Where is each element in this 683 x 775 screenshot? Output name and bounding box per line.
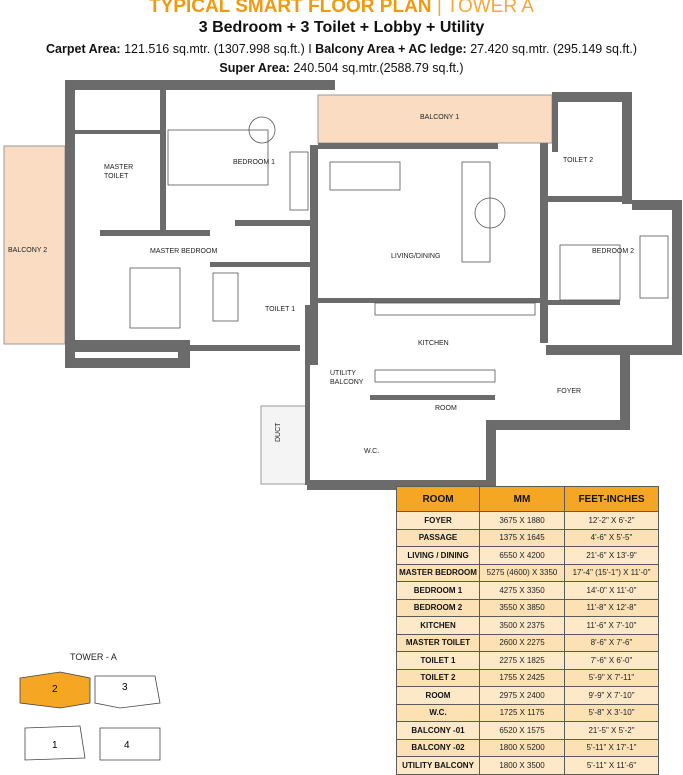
label-balcony-1: BALCONY 1 [420, 114, 460, 121]
table-row [397, 529, 659, 547]
carpet-area-label: Carpet Area: [46, 42, 121, 56]
wall [75, 130, 160, 134]
wall [210, 262, 310, 267]
cell-mm: 3675 X 1880 [480, 512, 565, 530]
header-mm: MM [480, 487, 565, 512]
cell-mm: 1800 X 5200 [480, 739, 565, 757]
cell-feet-inches: 14'-0" X 11'-0" [565, 582, 659, 600]
key-unit-3: 3 [122, 682, 128, 693]
wall [318, 143, 498, 149]
table-row [397, 599, 659, 617]
balcony-2-area [4, 146, 65, 344]
cell-feet-inches: 5'-9" X 7'-11" [565, 669, 659, 687]
wall [305, 305, 310, 485]
wall [622, 92, 632, 204]
cell-room: MASTER TOILET [397, 634, 480, 652]
sofa [462, 162, 490, 262]
cell-mm: 5275 (4600) X 3350 [480, 564, 565, 582]
label-kitchen: KITCHEN [418, 340, 449, 347]
wall [190, 345, 300, 351]
dining-bench [330, 162, 400, 190]
key-plan [0, 648, 190, 768]
table-body [397, 512, 659, 775]
cell-mm: 3500 X 2375 [480, 617, 565, 635]
cell-mm: 1755 X 2425 [480, 669, 565, 687]
label-master-toilet-2: TOILET [104, 173, 129, 180]
label-room: ROOM [435, 405, 457, 412]
plan-title: TYPICAL SMART FLOOR PLAN [149, 0, 432, 17]
cell-feet-inches: 4'-6" X 5'-5" [565, 529, 659, 547]
kitchen-counter [375, 370, 495, 382]
utility-balcony-area [261, 406, 307, 484]
label-foyer: FOYER [557, 388, 582, 395]
wall [160, 90, 166, 230]
wall [486, 420, 496, 490]
wall [552, 92, 558, 152]
cell-feet-inches: 7'-6" X 6'-0" [565, 652, 659, 670]
key-unit-1: 1 [52, 740, 58, 751]
table-header-row [397, 487, 659, 512]
key-plan-title: TOWER - A [70, 652, 117, 662]
label-utility-2: BALCONY [330, 379, 364, 386]
label-bedroom-1: BEDROOM 1 [233, 159, 276, 166]
tower-name: | TOWER A [436, 0, 534, 17]
cell-room: BALCONY -01 [397, 722, 480, 740]
cell-room: PASSAGE [397, 529, 480, 547]
wall [65, 340, 185, 352]
cell-feet-inches: 12'-2" X 6'-2" [565, 512, 659, 530]
wall [545, 300, 620, 305]
cell-room: TOILET 2 [397, 669, 480, 687]
table-row [397, 582, 659, 600]
wall [65, 80, 75, 185]
plan-subtitle: 3 Bedroom + 3 Toilet + Lobby + Utility [198, 19, 485, 36]
wall [318, 298, 540, 303]
cell-mm: 1725 X 1175 [480, 704, 565, 722]
wardrobe [290, 152, 308, 210]
wall [235, 220, 315, 226]
cell-room: ROOM [397, 687, 480, 705]
table-row [397, 739, 659, 757]
cell-mm: 4275 X 3350 [480, 582, 565, 600]
cell-room: BALCONY -02 [397, 739, 480, 757]
wall [620, 345, 630, 425]
table-row [397, 704, 659, 722]
cell-feet-inches: 5'-11" X 17'-1" [565, 739, 659, 757]
cell-feet-inches: 11'-6" X 7'-10" [565, 617, 659, 635]
table-row [397, 564, 659, 582]
cell-feet-inches: 9'-9" X 7'-10" [565, 687, 659, 705]
key-unit-2: 2 [52, 684, 58, 695]
label-toilet-1: TOILET 1 [265, 306, 296, 313]
cell-mm: 2600 X 2275 [480, 634, 565, 652]
wall [310, 145, 318, 365]
table-row [397, 634, 659, 652]
cell-mm: 1800 X 3500 [480, 757, 565, 775]
super-area-value: 240.504 sq.mtr.(2588.79 sq.ft.) [293, 61, 464, 75]
cell-feet-inches: 17'-4" (15'-1") X 11'-0" [565, 564, 659, 582]
table-row [397, 669, 659, 687]
bed [130, 268, 180, 328]
cell-feet-inches: 21'-5" X 5'-2" [565, 722, 659, 740]
wall [100, 230, 210, 236]
wall [495, 420, 630, 430]
cell-room: FOYER [397, 512, 480, 530]
cell-feet-inches: 5'-8" X 3'-10" [565, 704, 659, 722]
cell-mm: 1375 X 1645 [480, 529, 565, 547]
bed [168, 130, 268, 185]
label-utility-1: UTILITY [330, 370, 357, 377]
wall [540, 143, 548, 343]
wall [548, 196, 622, 202]
cell-mm: 2275 X 1825 [480, 652, 565, 670]
cell-mm: 6520 X 1575 [480, 722, 565, 740]
wall [65, 185, 75, 365]
wall [552, 92, 632, 102]
cell-room: BEDROOM 1 [397, 582, 480, 600]
header-room: ROOM [397, 487, 480, 512]
cell-room: LIVING / DINING [397, 547, 480, 565]
label-bedroom-2: BEDROOM 2 [592, 248, 635, 255]
header-feet-inches: FEET-INCHES [565, 487, 659, 512]
cell-room: W.C. [397, 704, 480, 722]
cell-feet-inches: 8'-6" X 7'-6" [565, 634, 659, 652]
wall [370, 395, 495, 400]
table-row [397, 652, 659, 670]
label-toilet-2: TOILET 2 [563, 157, 594, 164]
cell-room: MASTER BEDROOM [397, 564, 480, 582]
table-row [397, 687, 659, 705]
table-row [397, 547, 659, 565]
balcony-area-label: Balcony Area + AC ledge: [315, 42, 467, 56]
room-dimensions-table [396, 486, 659, 775]
wardrobe [213, 273, 238, 321]
wall [65, 80, 335, 90]
label-wc: W.C. [364, 448, 380, 455]
label-master-toilet-1: MASTER [104, 164, 134, 171]
label-living-dining: LIVING/DINING [391, 253, 441, 260]
wall [672, 200, 682, 355]
cell-mm: 3550 X 3850 [480, 599, 565, 617]
super-area-label: Super Area: [219, 61, 290, 75]
kitchen-counter [375, 303, 535, 315]
table-row [397, 757, 659, 775]
wall [546, 345, 682, 355]
cell-feet-inches: 11'-8" X 12'-8" [565, 599, 659, 617]
cell-room: BEDROOM 2 [397, 599, 480, 617]
table-row [397, 617, 659, 635]
cell-room: KITCHEN [397, 617, 480, 635]
label-balcony-2: BALCONY 2 [8, 247, 48, 254]
table-row [397, 512, 659, 530]
cell-room: UTILITY BALCONY [397, 757, 480, 775]
cell-feet-inches: 5'-11" X 11'-6" [565, 757, 659, 775]
label-master-bedroom: MASTER BEDROOM [150, 248, 218, 255]
unit-4-outline [100, 728, 160, 760]
key-unit-4: 4 [124, 740, 130, 751]
table-row [397, 722, 659, 740]
cell-feet-inches: 21'-6" X 13'-9" [565, 547, 659, 565]
carpet-area-value: 121.516 sq.mtr. (1307.998 sq.ft.) I [124, 42, 312, 56]
label-duct: DUCT [275, 422, 282, 442]
balcony-area-value: 27.420 sq.mtr. (295.149 sq.ft.) [470, 42, 637, 56]
cell-mm: 2975 X 2400 [480, 687, 565, 705]
wall [65, 358, 190, 368]
cell-mm: 6550 X 4200 [480, 547, 565, 565]
sofa [640, 236, 668, 298]
cell-room: TOILET 1 [397, 652, 480, 670]
